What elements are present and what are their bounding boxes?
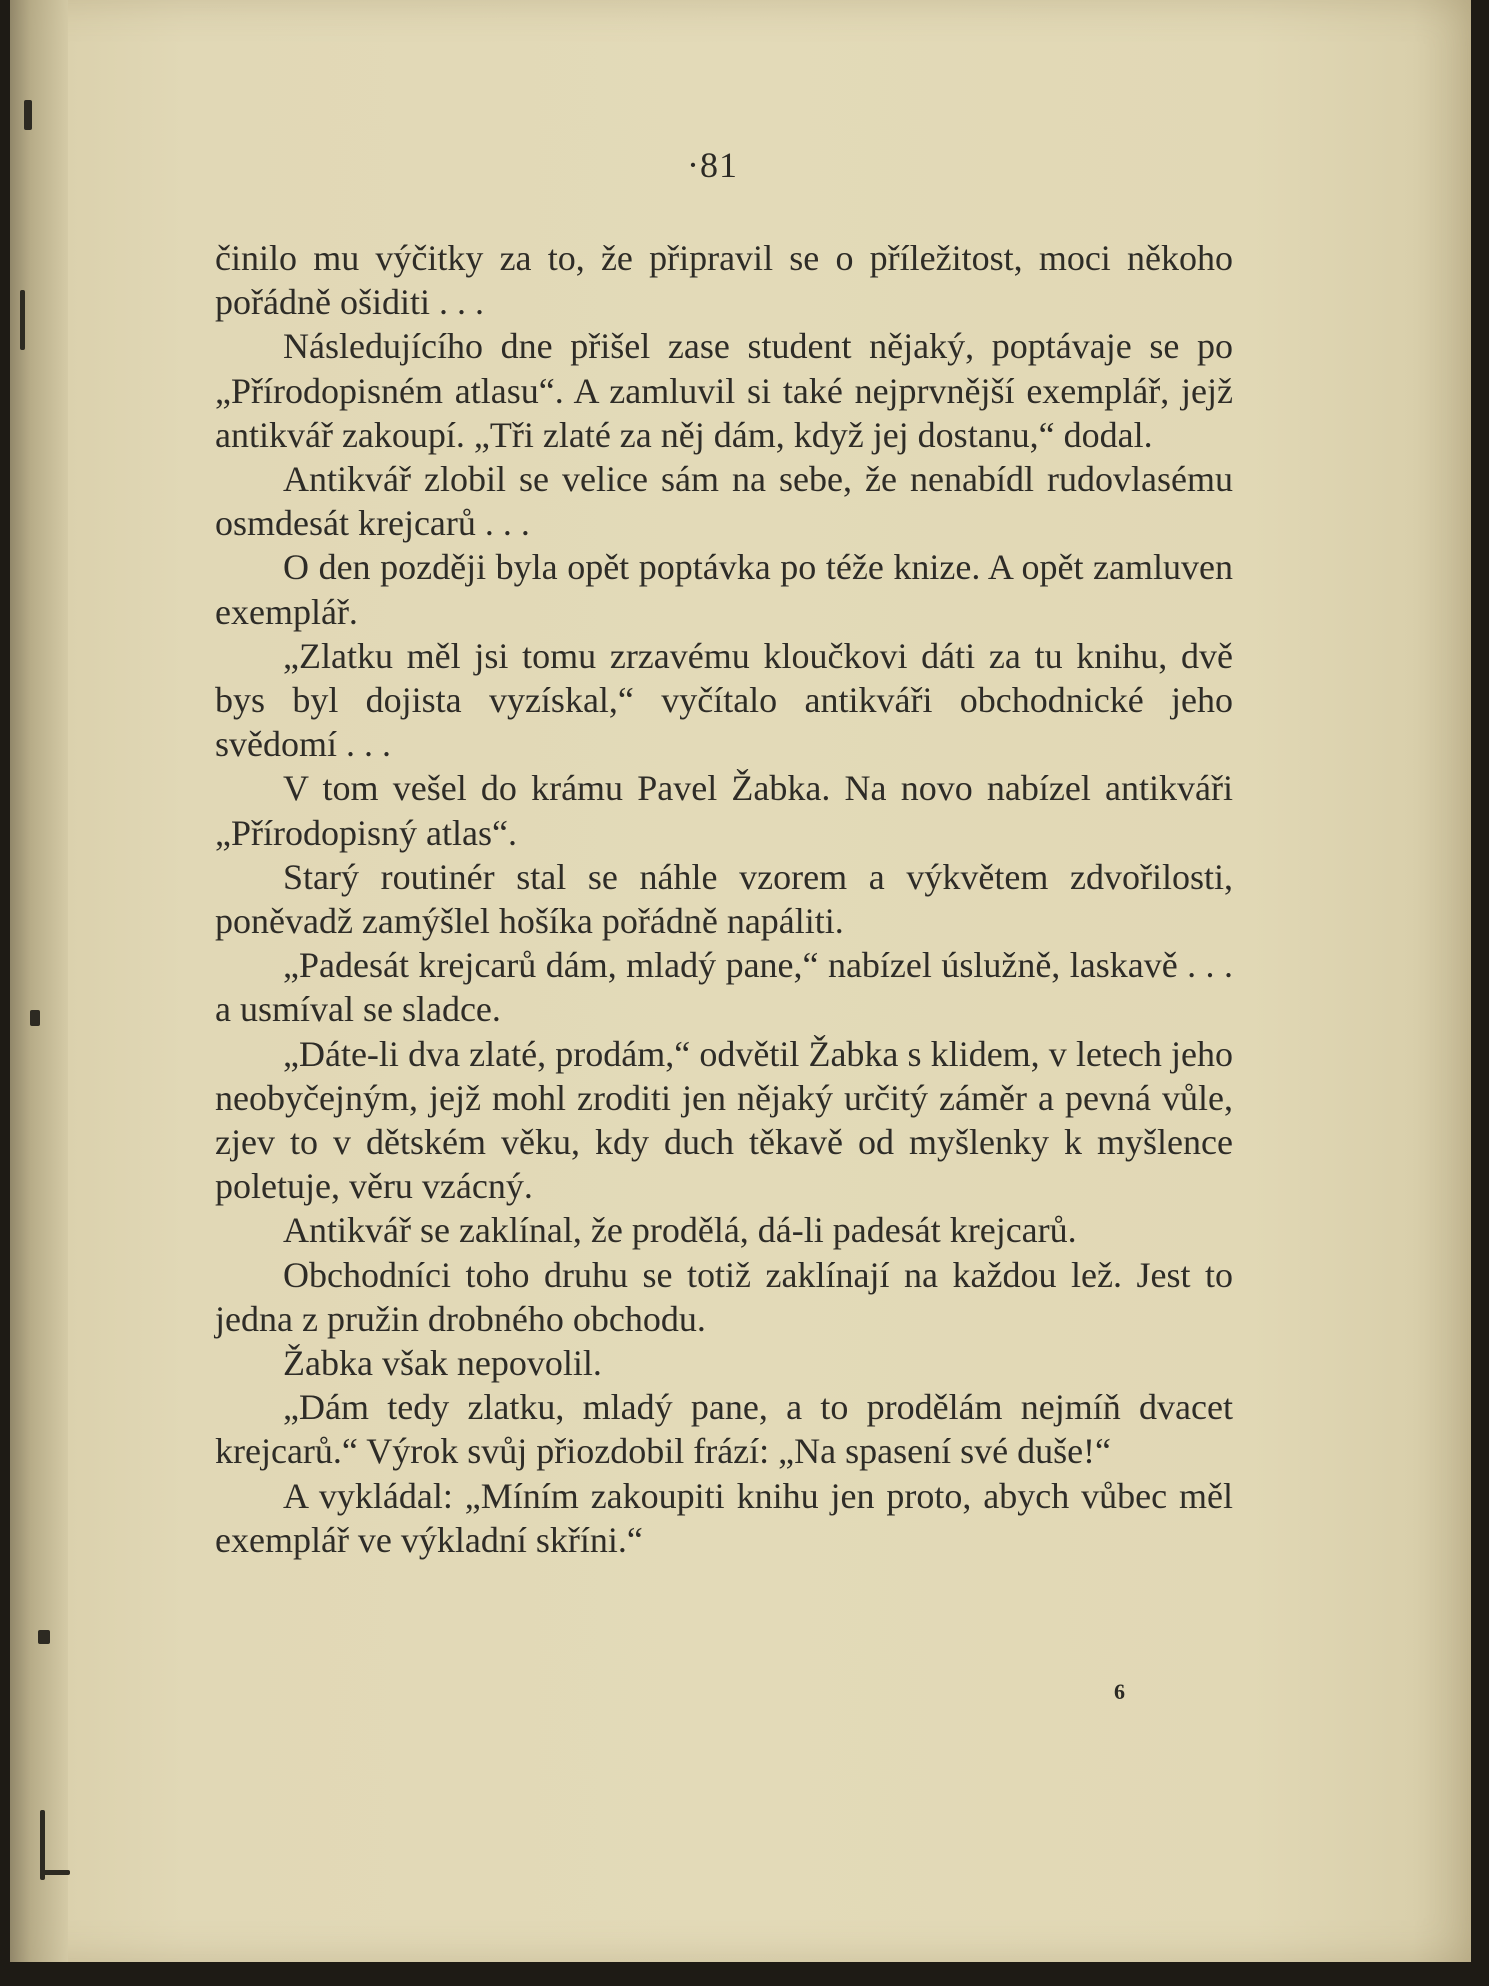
paragraph: Antikvář se zaklínal, že prodělá, dá-li padesát krejcarů. (283, 1210, 1077, 1251)
body-text (215, 236, 1233, 1562)
paragraph: „Dám tedy zlatku, mladý pane, a to prodělám nejmíň dvacet krejcarů.“ Výrok svůj přiozdobil frází: „Na spasení své duše!“ (215, 1387, 1233, 1472)
paragraph: Antikvář zlobil se velice sám na sebe, že nenabídl rudovlasému osmdesát krejcarů . . . (215, 459, 1233, 544)
paragraph: činilo mu výčitky za to, že připravil se o příležitost, moci někoho pořádně ošiditi . . . (215, 238, 1233, 323)
paragraph: A vykládal: „Míním zakoupiti knihu jen proto, abych vůbec měl exemplář ve výkladní skříni.“ (215, 1475, 1233, 1560)
book-gutter (10, 0, 68, 1962)
gutter-mark (24, 100, 32, 130)
gutter-mark (30, 1010, 40, 1026)
paragraph: „Padesát krejcarů dám, mladý pane,“ nabízel úslužně, laskavě . . . a usmíval se sladce. (215, 945, 1233, 1030)
paragraph: „Zlatku měl jsi tomu zrzavému kloučkovi dáti za tu knihu, dvě bys byl dojista vyzískal,“ vyčítalo antikváři obchodnické jeho svědomí . . . (215, 635, 1233, 765)
paragraph: Starý routinér stal se náhle vzorem a výkvětem zdvořilosti, poněvadž zamýšlel hošíka pořádně napáliti. (215, 856, 1233, 942)
paragraph: Obchodníci toho druhu se totiž zaklínají na každou lež. Jest to jedna z pružin drobného obchodu. (215, 1254, 1233, 1339)
gutter-mark (20, 290, 25, 350)
paragraph: O den později byla opět poptávka po téže knize. A opět zamluven exemplář. (215, 547, 1233, 632)
paragraph: „Dáte-li dva zlaté, prodám,“ odvětil Žabka s klidem, v letech jeho neobyčejným, jejž mohl zroditi jen nějaký určitý záměr a pevná vůle, zjev to v dětském věku, kdy duch těkavě od myšlenky k myšlence poletuje, věru vzácný. (215, 1033, 1233, 1207)
gutter-mark (38, 1630, 50, 1644)
paragraph: Žabka však nepovolil. (283, 1343, 602, 1384)
paragraph: Následujícího dne přišel zase student nějaký, poptávaje se po „Přírodopisném atlasu“. A zamluvil si také nejprvnější exemplář, jejž antikvář zakoupí. „Tři zlaté za něj dám, když jej dostanu,“ dodal. (215, 326, 1233, 455)
gutter-mark (40, 1870, 70, 1875)
paragraph: V tom vešel do krámu Pavel Žabka. Na novo nabízel antikváři „Přírodopisný atlas“. (215, 768, 1233, 853)
signature-mark: 6 (1114, 1679, 1125, 1704)
paper-sheet (10, 0, 1471, 1962)
page-number: ·81 (687, 145, 738, 185)
